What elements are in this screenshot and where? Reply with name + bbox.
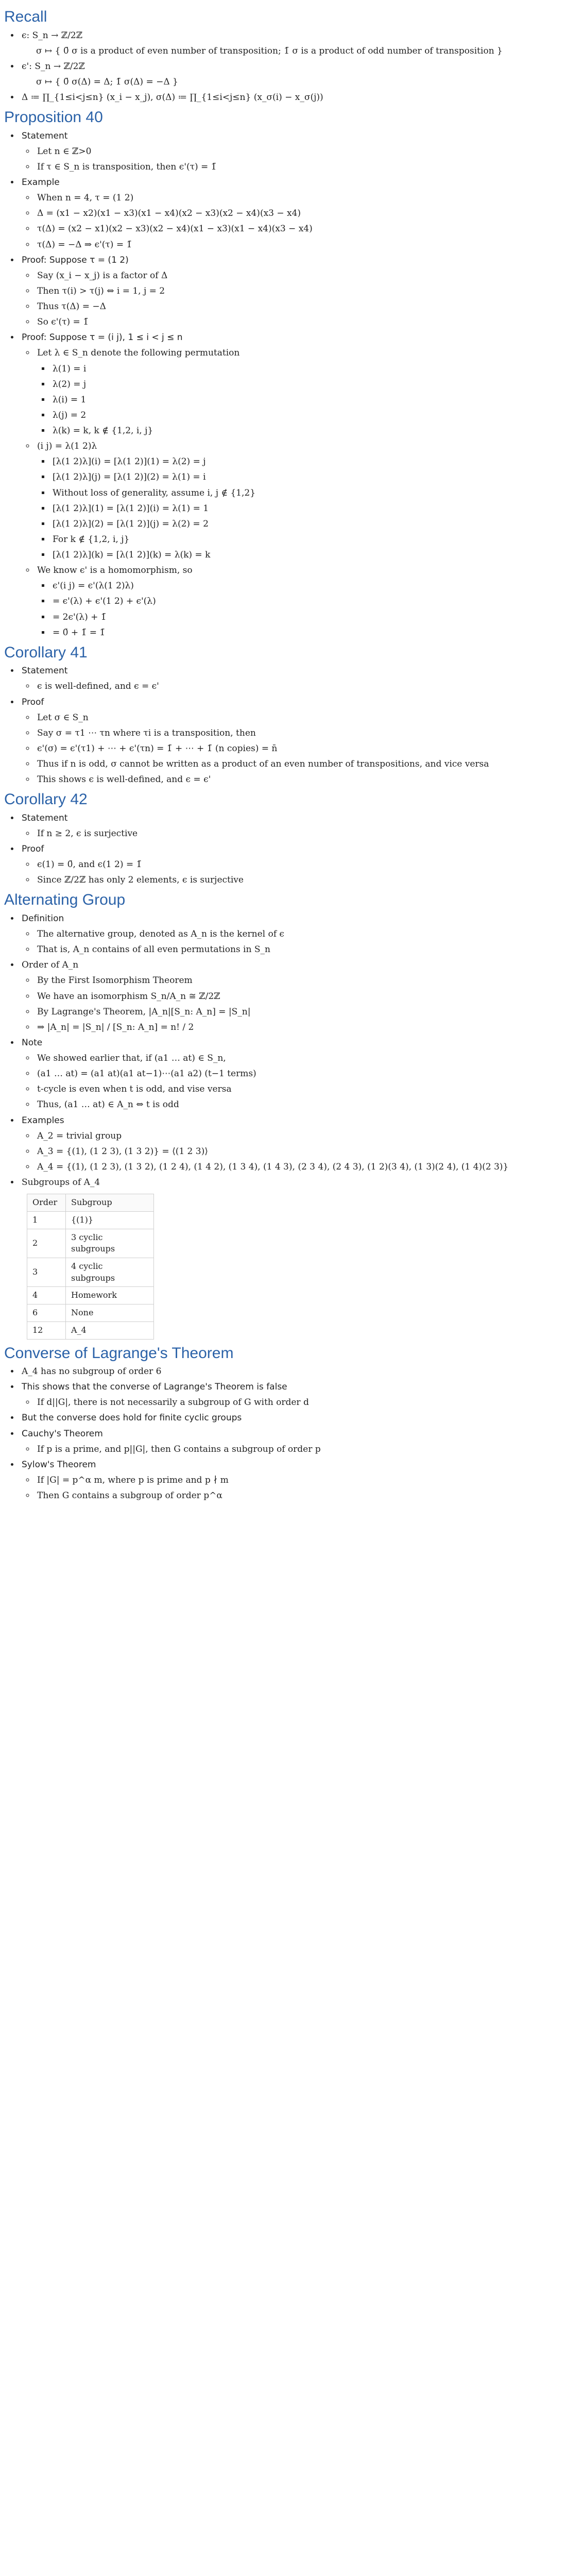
table-cell: Homework [66,1287,154,1304]
table-row [27,1304,154,1322]
table-cell: {(1)} [66,1211,154,1229]
list-item: ▪ [λ(1 2)λ](j) = [λ(1 2)](2) = λ(1) = i [50,471,576,483]
list-item: ◦ ϵ'(σ) = ϵ'(τ1) + ⋯ + ϵ'(τn) = 1̄ + ⋯ + 1̄ (n copies) = n̄ [35,742,576,755]
table-cell: 4 cyclic subgroups [66,1258,154,1287]
list-item: • Proof ◦ Let σ ∈ S_n ◦ Say σ = τ1 ⋯ τn where τi is a transposition, then ◦ ϵ'(σ) = ϵ'(τ1) + ⋯ + ϵ'(τn) = 1̄ + ⋯ + 1̄ (n copies) = n̄ ◦ Thus if n is odd, σ cannot be written as a product of an even number of transpositions, and vice versa ◦ This shows ϵ is well-defined, and ϵ = ϵ' [20,696,576,786]
list-item: • Statement ◦ Let n ∈ ℤ>0 ◦ If τ ∈ S_n is transposition, then ϵ'(τ) = 1̄ [20,130,576,173]
list-item: ◦ Say σ = τ1 ⋯ τn where τi is a transposition, then [35,727,576,739]
list-item: • ϵ': S_n → ℤ/2ℤ σ ↦ { 0̄ σ(Δ) = Δ; 1̄ σ(Δ) = −Δ } [20,60,576,88]
list-item: ▪ λ(2) = j [50,378,576,391]
list-item: • Sylow's Theorem ◦ If |G| = p^α m, where p is prime and p ∤ m ◦ Then G contains a subgroup of order p^α [20,1459,576,1502]
list-item: ◦ Thus if n is odd, σ cannot be written as a product of an even number of transpositions, and vice versa [35,758,576,770]
list-item: ◦ Say (x_i − x_j) is a factor of Δ [35,269,576,282]
list-item: ◦ Let n ∈ ℤ>0 [35,145,576,158]
list-item: • Examples ◦ A_2 = trivial group ◦ A_3 = {(1), (1 2 3), (1 3 2)} = ⟨(1 2 3)⟩ ◦ A_4 = {(1), (1 2 3), (1 3 2), (1 2 4), (1 4 2), (1 3 4), (1 4 3), (2 3 4), (2 4 3), (1 2)(3 4), (1 3)(2 4), (1 4)(2 3)} [20,1114,576,1174]
section-title-recall: Recall [4,8,47,25]
list-item: • Proof: Suppose τ = (1 2) ◦ Say (x_i − x_j) is a factor of Δ ◦ Then τ(i) > τ(j) ⇔ i = 1, j = 2 ◦ Thus τ(Δ) = −Δ ◦ So ϵ'(τ) = 1̄ [20,254,576,329]
list-item: ◦ ϵ is well-defined, and ϵ = ϵ' [35,680,576,692]
table-cell: 3 [27,1258,66,1287]
subgroups-table [27,1194,154,1339]
list-item: ◦ We showed earlier that, if (a1 … at) ∈ S_n, [35,1052,576,1064]
list-item: ◦ This shows ϵ is well-defined, and ϵ = ϵ' [35,773,576,786]
list-item: ◦ If |G| = p^α m, where p is prime and p ∤ m [35,1474,576,1486]
list-item: ▪ λ(j) = 2 [50,409,576,421]
list-item: • This shows that the converse of Lagrange's Theorem is false ◦ If d||G|, there is not necessarily a subgroup of G with order d [20,1381,576,1409]
list-item: ▪ [λ(1 2)λ](2) = [λ(1 2)](j) = λ(2) = 2 [50,518,576,530]
table-cell: 6 [27,1304,66,1322]
list-item: ◦ The alternative group, denoted as A_n is the kernel of ϵ [35,928,576,940]
list-item: • Definition ◦ The alternative group, denoted as A_n is the kernel of ϵ ◦ That is, A_n contains of all even permutations in S_n [20,912,576,956]
table-cell: None [66,1304,154,1322]
table-cell: 1 [27,1211,66,1229]
list-item: ◦ If n ≥ 2, ϵ is surjective [35,827,576,840]
list-item: ▪ λ(i) = 1 [50,394,576,406]
list-item: ◦ So ϵ'(τ) = 1̄ [35,316,576,328]
list-item: ◦ τ(Δ) = (x2 − x1)(x2 − x3)(x2 − x4)(x1 − x3)(x1 − x4)(x3 − x4) [35,223,576,235]
list-item: ◦ If d||G|, there is not necessarily a subgroup of G with order d [35,1396,576,1409]
section-title-converse-lagrange: Converse of Lagrange's Theorem [4,1344,234,1362]
table-row [27,1211,154,1229]
list-item: ◦ A_4 = {(1), (1 2 3), (1 3 2), (1 2 4), (1 4 2), (1 3 4), (1 4 3), (2 3 4), (2 4 3), (1 2)(3 4), (1 3)(2 4), (1 4)(2 3)} [35,1161,576,1173]
list-item: • Subgroups of A_4 Order Subgroup 1 {(1)} 2 3 cyclic subgroups 3 4 cyclic subgroups 4 Homework 6 None 12 A_4 [20,1176,576,1340]
formula: σ ↦ { 0̄ σ(Δ) = Δ; 1̄ σ(Δ) = −Δ } [36,76,178,87]
list-item: ◦ Let σ ∈ S_n [35,711,576,724]
list-item: ▪ λ(k) = k, k ∉ {1,2, i, j} [50,425,576,437]
formula: σ ↦ { 0̄ σ is a product of even number of transposition; 1̄ σ is a product of odd number of transposition } [36,45,503,56]
prop40-list [4,130,576,639]
list-item: ◦ By the First Isomorphism Theorem [35,974,576,987]
list-item: ◦ When n = 4, τ = (1 2) [35,192,576,204]
table-row [27,1229,154,1258]
section-title-cor42: Corollary 42 [4,791,88,808]
table-cell: 12 [27,1321,66,1339]
section-title-prop40: Proposition 40 [4,109,103,126]
list-item: ◦ That is, A_n contains of all even permutations in S_n [35,943,576,956]
table-row [27,1287,154,1304]
list-item: ▪ = ϵ'(λ) + ϵ'(1 2) + ϵ'(λ) [50,595,576,607]
cor41-list [4,665,576,786]
list-item: ▪ [λ(1 2)λ](1) = [λ(1 2)](i) = λ(1) = 1 [50,502,576,515]
section-title-cor41: Corollary 41 [4,643,88,661]
list-item: • ϵ: S_n → ℤ/2ℤ σ ↦ { 0̄ σ is a product of even number of transposition; 1̄ σ is a product of odd number of transposition } [20,29,576,57]
list-item: ◦ t-cycle is even when t is odd, and vise versa [35,1083,576,1095]
list-item: • Cauchy's Theorem ◦ If p is a prime, and p||G|, then G contains a subgroup of order p [20,1428,576,1455]
cor42-list [4,812,576,887]
list-item: ▪ = 2ϵ'(λ) + 1̄ [50,611,576,623]
list-item: ◦ (a1 … at) = (a1 at)(a1 at−1)⋯(a1 a2) (t−1 terms) [35,1067,576,1080]
list-item: ◦ Thus τ(Δ) = −Δ [35,300,576,313]
list-item: ◦ Since ℤ/2ℤ has only 2 elements, ϵ is surjective [35,874,576,886]
table-row [27,1258,154,1287]
list-item: • Statement ◦ If n ≥ 2, ϵ is surjective [20,812,576,840]
list-item: ◦ A_3 = {(1), (1 2 3), (1 3 2)} = ⟨(1 2 3)⟩ [35,1145,576,1158]
converse-list [4,1365,576,1502]
table-header: Subgroup [66,1194,154,1212]
table-header-row [27,1194,154,1212]
table-header: Order [27,1194,66,1212]
table-cell: 2 [27,1229,66,1258]
list-item: ▪ λ(1) = i [50,363,576,375]
list-item: ▪ ϵ'(i j) = ϵ'(λ(1 2)λ) [50,580,576,592]
list-item: ◦ Let λ ∈ S_n denote the following permutation ▪ λ(1) = i ▪ λ(2) = j ▪ λ(i) = 1 ▪ λ(j) = 2 ▪ λ(k) = k, k ∉ {1,2, i, j} [35,347,576,437]
list-item: ◦ By Lagrange's Theorem, |A_n|[S_n: A_n] = |S_n| [35,1006,576,1018]
list-item: ▪ For k ∉ {1,2, i, j} [50,533,576,546]
list-item: ◦ If p is a prime, and p||G|, then G contains a subgroup of order p [35,1443,576,1455]
alternating-group-list [4,912,576,1340]
list-item: • Statement ◦ ϵ is well-defined, and ϵ = ϵ' [20,665,576,692]
table-cell: 4 [27,1287,66,1304]
list-item: • A_4 has no subgroup of order 6 [20,1365,576,1378]
list-item: ▪ [λ(1 2)λ](k) = [λ(1 2)](k) = λ(k) = k [50,549,576,561]
list-item: • Proof ◦ ϵ(1) = 0̄, and ϵ(1 2) = 1̄ ◦ Since ℤ/2ℤ has only 2 elements, ϵ is surjective [20,843,576,886]
list-item: • But the converse does hold for finite cyclic groups [20,1412,576,1424]
section-title-alternating-group: Alternating Group [4,891,126,909]
list-item: ▪ = 0̄ + 1̄ = 1̄ [50,626,576,639]
list-item: • Proof: Suppose τ = (i j), 1 ≤ i < j ≤ n ◦ Let λ ∈ S_n denote the following permutation ▪ λ(1) = i ▪ λ(2) = j ▪ λ(i) = 1 ▪ λ(j) = 2 ▪ λ(k) = k, k ∉ {1,2, i, j} ◦ (i j) = λ(1 2)λ ▪ [λ(1 2)λ](i) = [λ(1 2)](1) = λ(2) = j ▪ [λ(1 2)λ](j) = [λ(1 2)](2) = λ(1) = i ▪ Without loss of generality, assume i, j ∉ {1,2} ▪ [λ(1 2)λ](1) = [λ(1 2)](i) = λ(1) = 1 ▪ [λ(1 2)λ](2) = [λ(1 2)](j) = λ(2) = 2 ▪ For k ∉ {1,2, i, j} ▪ [λ(1 2)λ](k) = [λ(1 2)](k) = λ(k) = k ◦ We know ϵ' is a homomorphism, so ▪ ϵ'(i j) = ϵ'(λ(1 2)λ) ▪ = ϵ'(λ) + ϵ'(1 2) + ϵ'(λ) ▪ = 2ϵ'(λ) + 1̄ ▪ = 0̄ + 1̄ = 1̄ [20,331,576,639]
list-item: ◦ (i j) = λ(1 2)λ ▪ [λ(1 2)λ](i) = [λ(1 2)](1) = λ(2) = j ▪ [λ(1 2)λ](j) = [λ(1 2)](2) = λ(1) = i ▪ Without loss of generality, assume i, j ∉ {1,2} ▪ [λ(1 2)λ](1) = [λ(1 2)](i) = λ(1) = 1 ▪ [λ(1 2)λ](2) = [λ(1 2)](j) = λ(2) = 2 ▪ For k ∉ {1,2, i, j} ▪ [λ(1 2)λ](k) = [λ(1 2)](k) = λ(k) = k [35,440,576,561]
list-item: ◦ Thus, (a1 … at) ∈ A_n ⇔ t is odd [35,1098,576,1111]
list-item: ◦ We have an isomorphism S_n/A_n ≅ ℤ/2ℤ [35,990,576,1003]
list-item: ◦ ⇒ |A_n| = |S_n| / [S_n: A_n] = n! / 2 [35,1021,576,1033]
list-item: • Note ◦ We showed earlier that, if (a1 … at) ∈ S_n, ◦ (a1 … at) = (a1 at)(a1 at−1)⋯(a1 a2) (t−1 terms) ◦ t-cycle is even when t is odd, and vise versa ◦ Thus, (a1 … at) ∈ A_n ⇔ t is odd [20,1037,576,1111]
list-item: • Example ◦ When n = 4, τ = (1 2) ◦ Δ = (x1 − x2)(x1 − x3)(x1 − x4)(x2 − x3)(x2 − x4)(x3 − x4) ◦ τ(Δ) = (x2 − x1)(x2 − x3)(x2 − x4)(x1 − x3)(x1 − x4)(x3 − x4) ◦ τ(Δ) = −Δ ⇒ ϵ'(τ) = 1̄ [20,176,576,251]
list-item: ◦ If τ ∈ S_n is transposition, then ϵ'(τ) = 1̄ [35,161,576,173]
list-item: ◦ τ(Δ) = −Δ ⇒ ϵ'(τ) = 1̄ [35,239,576,251]
list-item: ◦ A_2 = trivial group [35,1130,576,1142]
table-row [27,1321,154,1339]
list-item: ◦ Then τ(i) > τ(j) ⇔ i = 1, j = 2 [35,285,576,297]
list-item: ▪ [λ(1 2)λ](i) = [λ(1 2)](1) = λ(2) = j [50,455,576,468]
table-cell: 3 cyclic subgroups [66,1229,154,1258]
list-item: ◦ We know ϵ' is a homomorphism, so ▪ ϵ'(i j) = ϵ'(λ(1 2)λ) ▪ = ϵ'(λ) + ϵ'(1 2) + ϵ'(λ) ▪ = 2ϵ'(λ) + 1̄ ▪ = 0̄ + 1̄ = 1̄ [35,564,576,639]
list-item: ◦ Then G contains a subgroup of order p^α [35,1489,576,1502]
list-item: • Order of A_n ◦ By the First Isomorphism Theorem ◦ We have an isomorphism S_n/A_n ≅ ℤ/2ℤ ◦ By Lagrange's Theorem, |A_n|[S_n: A_n] = |S_n| ◦ ⇒ |A_n| = |S_n| / [S_n: A_n] = n! / 2 [20,959,576,1033]
list-item: ▪ Without loss of generality, assume i, j ∉ {1,2} [50,487,576,499]
list-item: ◦ ϵ(1) = 0̄, and ϵ(1 2) = 1̄ [35,858,576,871]
list-item: ◦ Δ = (x1 − x2)(x1 − x3)(x1 − x4)(x2 − x3)(x2 − x4)(x3 − x4) [35,207,576,219]
list-item: • Δ ≔ ∏_{1≤i<j≤n} (x_i − x_j), σ(Δ) ≔ ∏_{1≤i<j≤n} (x_σ(i) − x_σ(j)) [20,91,576,104]
recall-list [4,29,576,104]
table-cell: A_4 [66,1321,154,1339]
